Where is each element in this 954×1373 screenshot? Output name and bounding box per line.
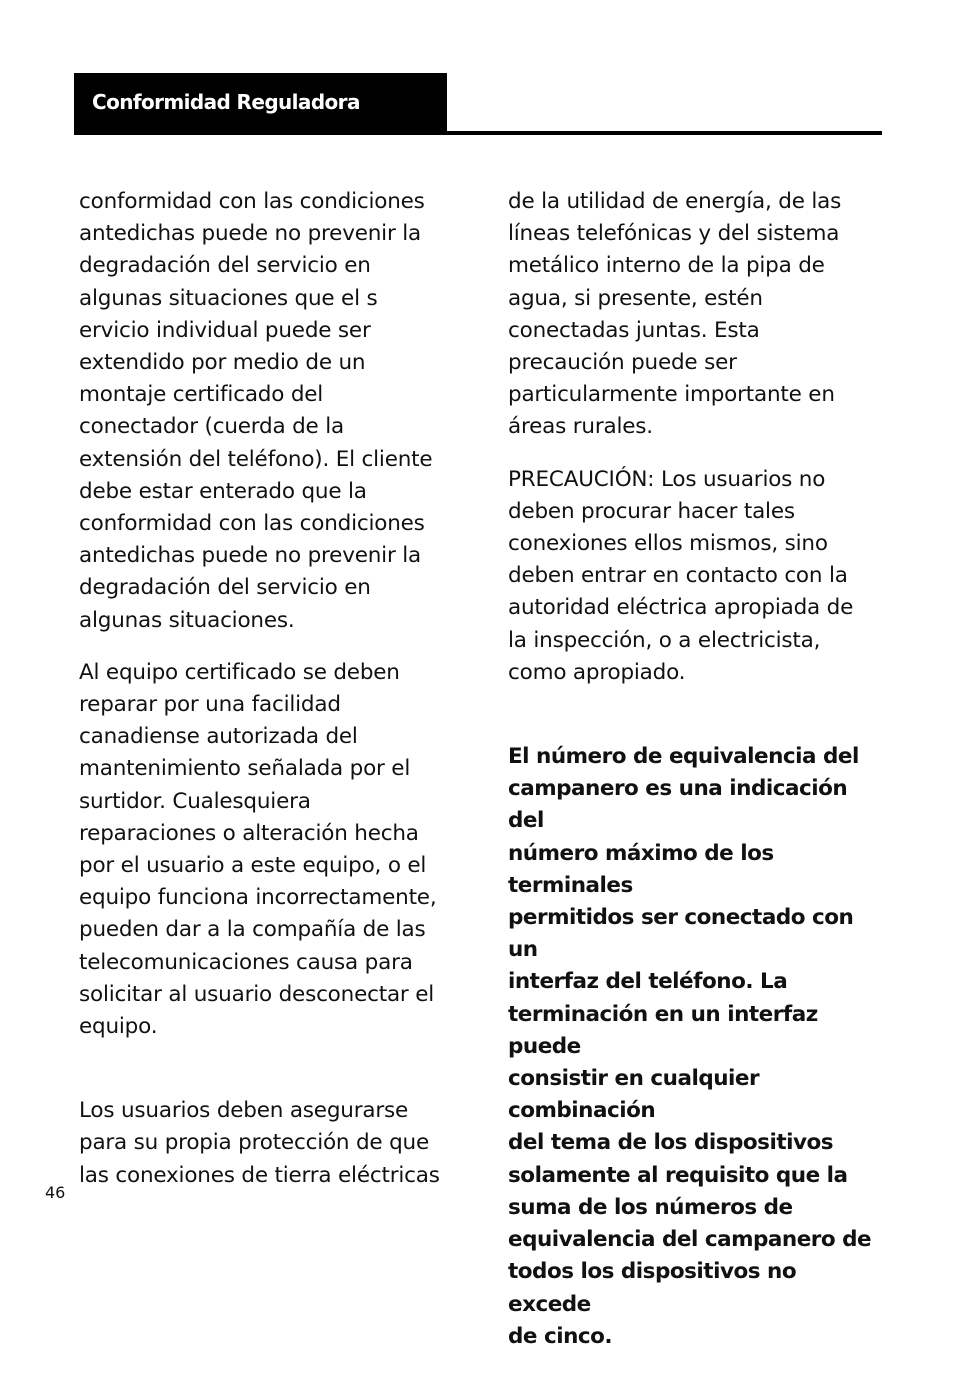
page-number: 46 [45,1183,66,1202]
section-title: Conformidad Reguladora [92,90,360,114]
section-header-bar [74,73,447,135]
left-paragraph-1: conformidad con las condiciones antedichas puede no prevenir la degradación del servicio en algunas situaciones que el s ervicio individual puede ser extendido por medio de un montaje certificado del conectador (cuerda de la extensión del teléfono). El cliente debe estar enterado que la conformidad con las condiciones antedichas puede no prevenir la degradación del servicio en algunas situaciones. [79,189,433,633]
right-column [508,186,880,1373]
left-paragraph-3: Los usuarios deben asegurarse para su propia protección de que las conexiones de tierra eléctricas [79,1098,440,1188]
header-rule [447,131,882,135]
left-paragraph-2: Al equipo certificado se deben reparar por una facilidad canadiense autorizada del mantenimiento señalada por el surtidor. Cualesquiera reparaciones o alteración hecha por el usuario a este equipo, o el equipo funciona incorrectamente, pueden dar a la compañía de las telecomunicaciones causa para solicitar al usuario desconectar el equipo. [79,659,437,1040]
right-paragraph-2: PRECAUCIÓN: Los usuarios no deben procurar hacer tales conexiones ellos mismos, sino deben entrar en contacto con la autoridad eléctrica apropiada de la inspección, o a electricista, como apropiado. [508,466,854,685]
left-column [79,186,449,1212]
right-paragraph-1: de la utilidad de energía, de las líneas telefónicas y del sistema metálico interno de la pipa de agua, si presente, estén conectadas juntas. Esta precaución puede ser particularmente importante en áreas rurales. [508,189,842,440]
ren-notice-paragraph: El número de equivalencia del campanero es una indicación del número máximo de los terminales permitidos ser conectado con un interfaz del teléfono. La terminación en un interfaz puede consistir en cualquier combinación del tema de los dispositivos solamente al requisito que la suma de los números de equivalencia del campanero de todos los dispositivos no excede de cinco. [508,744,872,1349]
